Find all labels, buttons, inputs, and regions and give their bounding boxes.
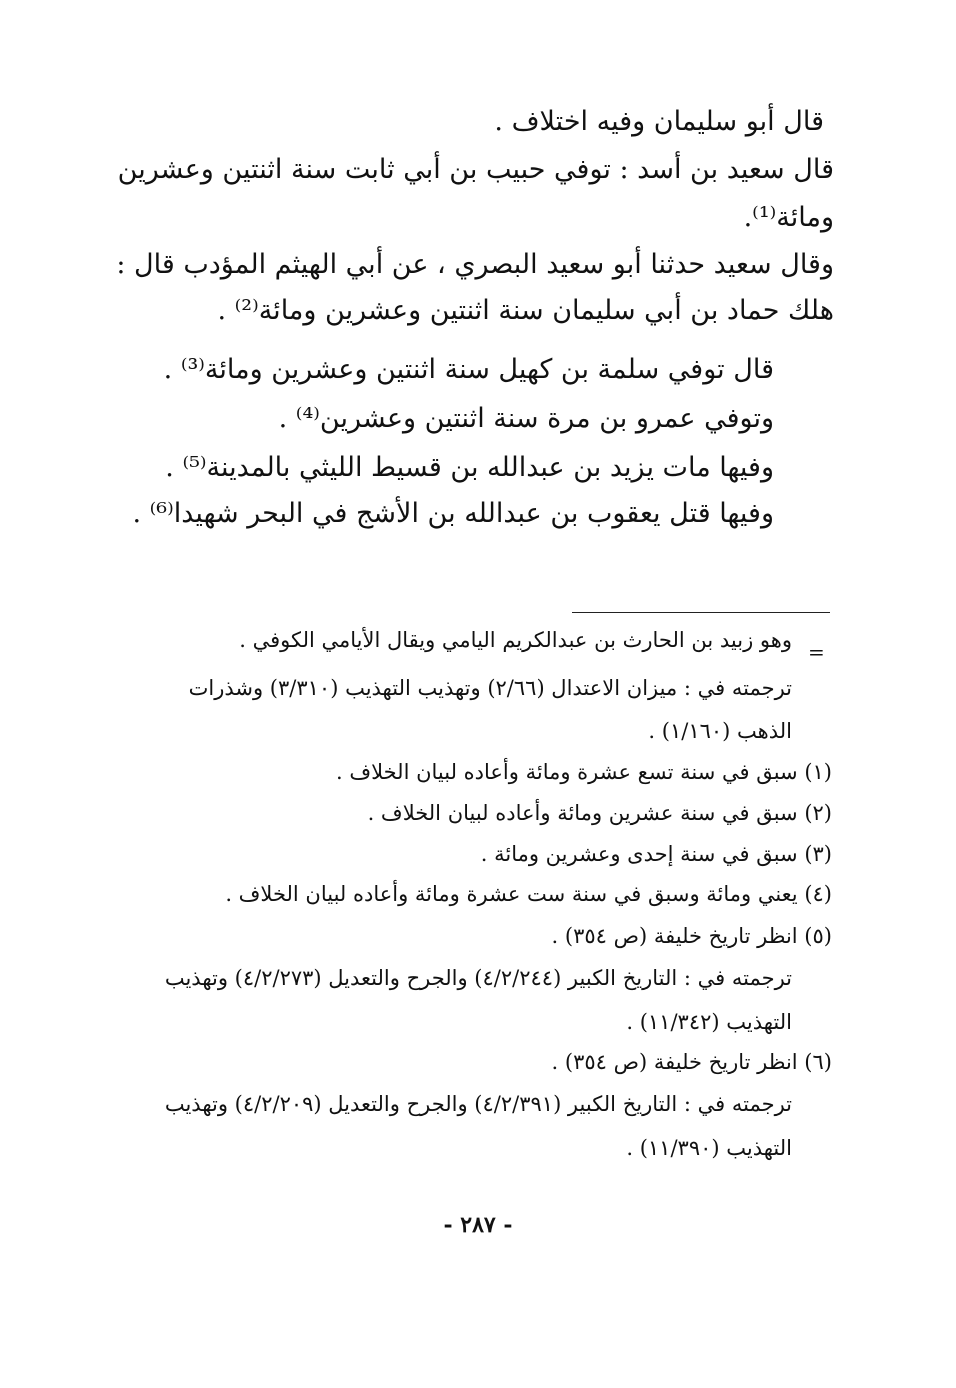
footnote-line-5: (٢) سبق في سنة عشرين ومائة وأعاده لبيان الخلاف .: [367, 801, 832, 825]
footnote-line-12: ترجمته في : التاريخ الكبير (٤/٢/٣٩١) والجرح والتعديل (٤/٢/٢٠٩) وتهذيب: [164, 1092, 792, 1116]
body-line-5: هلك حماد بن أبي سليمان سنة اثنتين وعشرين ومائة⁽²⁾ .: [217, 295, 834, 326]
body-line-2: قال سعيد بن أسد : توفي حبيب بن أبي ثابت سنة اثنتين وعشرين: [117, 154, 834, 185]
footnote-line-11: (٦) انظر تاريخ خليفة (ص ٣٥٤) .: [551, 1050, 832, 1074]
body-line-8: وفيها مات يزيد بن عبدالله بن قسيط الليثي بالمدينة⁽⁵⁾ .: [165, 452, 774, 483]
footnote-line-7: (٤) يعني ومائة وسبق في سنة ست عشرة ومائة وأعاده لبيان الخلاف .: [225, 882, 832, 906]
footnote-line-4: (١) سبق في سنة تسع عشرة ومائة وأعاده لبيان الخلاف .: [335, 760, 832, 784]
footnote-line-6: (٣) سبق في سنة إحدى وعشرين ومائة .: [480, 842, 832, 866]
footnote-line-10: التهذيب (١١/٣٤٢) .: [626, 1010, 792, 1034]
footnote-line-2: ترجمته في : ميزان الاعتدال (٢/٦٦) وتهذيب التهذيب (٣/٣١٠) وشذرات: [188, 676, 792, 700]
body-line-1: قال أبو سليمان وفيه اختلاف .: [494, 106, 824, 137]
footnote-rule: [572, 612, 830, 613]
body-line-7: وتوفي عمرو بن مرة سنة اثنتين وعشرين⁽⁴⁾ .: [278, 403, 774, 434]
footnote-line-8: (٥) انظر تاريخ خليفة (ص ٣٥٤) .: [551, 924, 832, 948]
footnote-line-1: وهو زبيد بن الحارث بن عبدالكريم اليامي ويقال الأيامي الكوفي .: [239, 628, 792, 652]
body-line-3: ومائة⁽¹⁾.: [743, 202, 834, 233]
footnote-line-13: التهذيب (١١/٣٩٠) .: [626, 1136, 792, 1160]
body-line-9: وفيها قتل يعقوب بن عبدالله بن الأشج في البحر شهيدا⁽⁶⁾ .: [132, 498, 774, 529]
page-number: - ٢٨٧ -: [443, 1212, 513, 1238]
body-line-4: وقال سعيد حدثنا أبو سعيد البصري ، عن أبي الهيثم المؤدب قال :: [116, 249, 834, 280]
footnote-line-9: ترجمته في : التاريخ الكبير (٤/٢/٢٤٤) والجرح والتعديل (٤/٢/٢٧٣) وتهذيب: [164, 966, 792, 990]
footnote-line-3: الذهب (١/١٦٠) .: [648, 719, 792, 743]
body-line-6: قال توفي سلمة بن كهيل سنة اثنتين وعشرين ومائة⁽³⁾ .: [163, 354, 774, 385]
footnote-continuation-mark: =: [808, 640, 825, 664]
